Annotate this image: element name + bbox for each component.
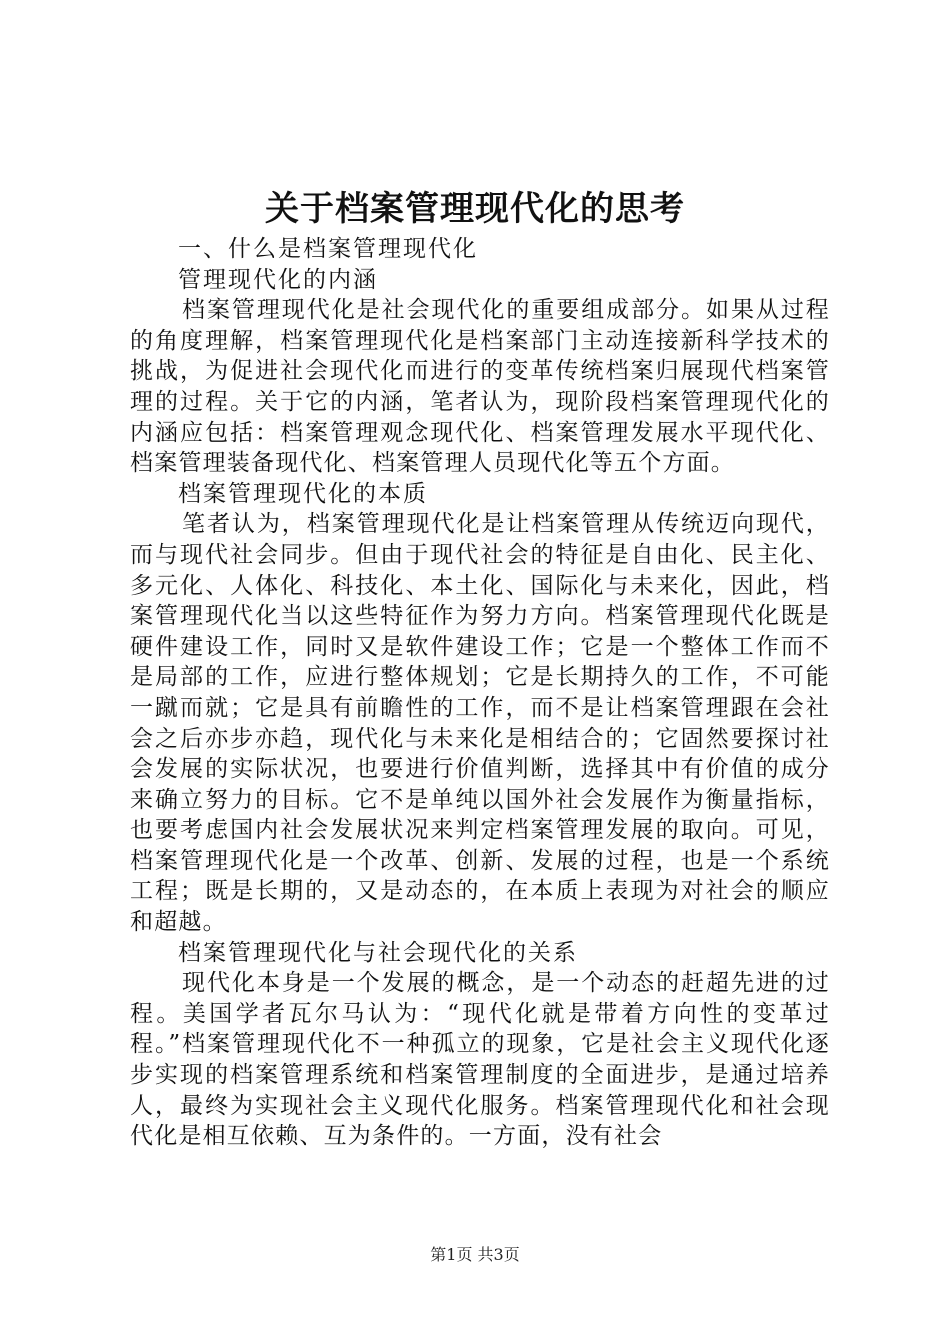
body-paragraph: 档案管理现代化是社会现代化的重要组成部分。如果从过程的角度理解，档案管理现代化是档案部门主动连接新科学技术的挑战，为促进社会现代化而进行的变革传统档案归展现代档案管理的过程。关于它的内涵，笔者认为，现阶段档案管理现代化的内涵应包括：档案管理观念现代化、档案管理发展水平现代化、档案管理装备现代化、档案管理人员现代化等五个方面。 (130, 297, 830, 477)
subsection-heading: 档案管理现代化与社会现代化的关系 (178, 939, 578, 966)
page-number-footer: 第1页 共3页 (430, 1245, 520, 1264)
section-heading: 一、什么是档案管理现代化 (178, 236, 478, 262)
body-paragraph: 现代化本身是一个发展的概念，是一个动态的赶超先进的过程。美国学者瓦尔马认为：“现代化就是带着方向性的变革过程。”档案管理现代化不一种孤立的现象，它是社会主义现代化逐步实现的档案管理系统和档案管理制度的全面进步，是通过培养人，最终为实现社会主义现代化服务。档案管理现代化和社会现代化是相互依赖、互为条件的。一方面，没有社会 (130, 970, 830, 1150)
body-paragraph: 笔者认为，档案管理现代化是让档案管理从传统迈向现代，而与现代社会同步。但由于现代社会的特征是自由化、民主化、多元化、人体化、科技化、本土化、国际化与未来化，因此，档案管理现代化当以这些特征作为努力方向。档案管理现代化既是硬件建设工作，同时又是软件建设工作；它是一个整体工作而不是局部的工作，应进行整体规划；它是长期持久的工作，不可能一蹴而就；它是具有前瞻性的工作，而不是让档案管理跟在会社会之后亦步亦趋，现代化与未来化是相结合的；它固然要探讨社会发展的实际状况，也要进行价值判断，选择其中有价值的成分来确立努力的目标。它不是单纯以国外社会发展作为衡量指标，也要考虑国内社会发展状况来判定档案管理发展的取向。可见，档案管理现代化是一个改革、创新、发展的过程，也是一个系统工程；既是长期的，又是动态的，在本质上表现为对社会的顺应和超越。 (130, 511, 830, 936)
subsection-heading: 档案管理现代化的本质 (178, 480, 428, 507)
subsection-heading: 管理现代化的内涵 (178, 266, 378, 293)
document-title: 关于档案管理现代化的思考 (265, 189, 685, 229)
document-body (130, 234, 830, 1152)
